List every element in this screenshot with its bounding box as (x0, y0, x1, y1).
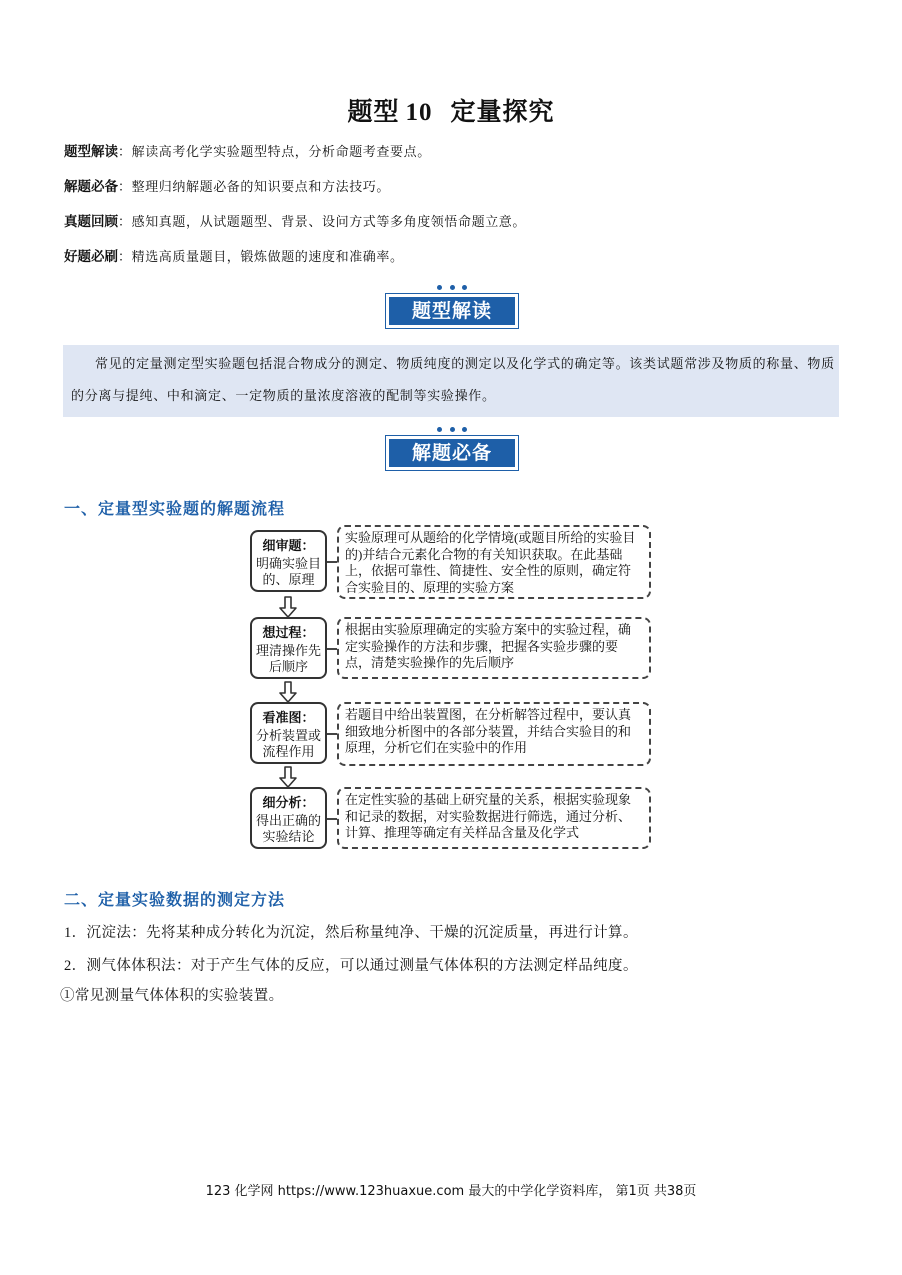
overview-box (63, 345, 839, 417)
page-footer: 123 化学网 https://www.123huaxue.com 最大的中学化学资料库， 第1页 共38页 (205, 1184, 697, 1199)
intro-line (64, 178, 390, 197)
flow-connector (327, 561, 337, 563)
section-banner (385, 427, 519, 471)
flow-step-desc: 在定性实验的基础上研究量的关系，根据实验现象和记录的数据，对实验数据进行筛选，通过分析、计算、推理等确定有关样品含量及化学式 (337, 787, 651, 849)
method-line: 1．沉淀法：先将某种成分转化为沉淀，然后称量纯净、干燥的沉淀质量，再进行计算。 (64, 925, 638, 941)
intro-text: ：精选高质量题目，锻炼做题的速度和准确率。 (118, 250, 404, 265)
flow-step-body: 理清操作先后顺序 (255, 643, 321, 674)
flow-connector (327, 733, 337, 735)
intro-line (64, 143, 431, 162)
flow-step-desc: 根据由实验原理确定的实验方案中的实验过程，确定实验操作的方法和步骤，把握各实验步骤的要点，清楚实验操作的先后顺序 (337, 617, 651, 679)
intro-text: ：解读高考化学实验题型特点，分析命题考查要点。 (118, 145, 431, 160)
flow-step-body: 得出正确的实验结论 (255, 813, 321, 844)
banner-label: 解题必备 (389, 439, 515, 467)
intro-label: 题型解读 (64, 144, 118, 160)
flow-step-head: 细分析： (262, 795, 315, 810)
down-arrow-icon (279, 766, 297, 788)
flow-connector (327, 648, 337, 650)
banner-frame (385, 435, 519, 471)
flow-step-head: 想过程： (262, 625, 315, 640)
page-title (0, 92, 902, 128)
flow-connector (327, 818, 337, 820)
flow-step-box (250, 787, 327, 849)
banner-dots (437, 285, 467, 291)
intro-label: 解题必备 (64, 179, 118, 195)
flow-step-body: 明确实验目的、原理 (255, 556, 321, 587)
flow-step-box (250, 617, 327, 679)
intro-text: ：感知真题，从试题题型、背景、设问方式等多角度领悟命题立意。 (118, 215, 527, 230)
flow-step-desc: 若题目中给出装置图，在分析解答过程中，要认真细致地分析图中的各部分装置，并结合实验目的和原理，分析它们在实验中的作用 (337, 702, 651, 766)
flow-step-body: 分析装置或流程作用 (255, 728, 321, 759)
flow-step-head: 细审题： (262, 538, 315, 553)
title-sub: 定量探究 (450, 97, 555, 126)
down-arrow-icon (279, 681, 297, 703)
intro-line (64, 248, 404, 267)
flow-step-box (250, 530, 327, 592)
method-line: ①常见测量气体体积的实验装置。 (60, 988, 284, 1004)
section-banner (385, 285, 519, 329)
overview-text: 常见的定量测定型实验题包括混合物成分的测定、物质纯度的测定以及化学式的确定等。该类试题常涉及物质的称量、物质的分离与提纯、中和滴定、一定物质的量浓度溶液的配制等实验操作。 (71, 357, 835, 404)
section-heading: 二、定量实验数据的测定方法 (64, 890, 286, 909)
intro-label: 好题必刷 (64, 249, 118, 265)
intro-text: ：整理归纳解题必备的知识要点和方法技巧。 (118, 180, 391, 195)
down-arrow-icon (279, 596, 297, 618)
intro-line (64, 213, 526, 232)
intro-label: 真题回顾 (64, 214, 118, 230)
title-number: 10 (405, 99, 433, 126)
flow-step-box (250, 702, 327, 764)
banner-label: 题型解读 (389, 297, 515, 325)
flow-step-desc: 实验原理可从题给的化学情境(或题目所给的实验目的)并结合元素化合物的有关知识获取。在此基础上，依据可靠性、简捷性、安全性的原则，确定符合实验目的、原理的实验方案 (337, 525, 651, 599)
banner-dots (437, 427, 467, 433)
flow-step-head: 看准图： (262, 710, 315, 725)
banner-frame (385, 293, 519, 329)
method-line: 2．测气体体积法：对于产生气体的反应，可以通过测量气体体积的方法测定样品纯度。 (64, 958, 638, 974)
section-heading: 一、定量型实验题的解题流程 (64, 499, 286, 518)
title-main: 题型 (347, 97, 400, 126)
